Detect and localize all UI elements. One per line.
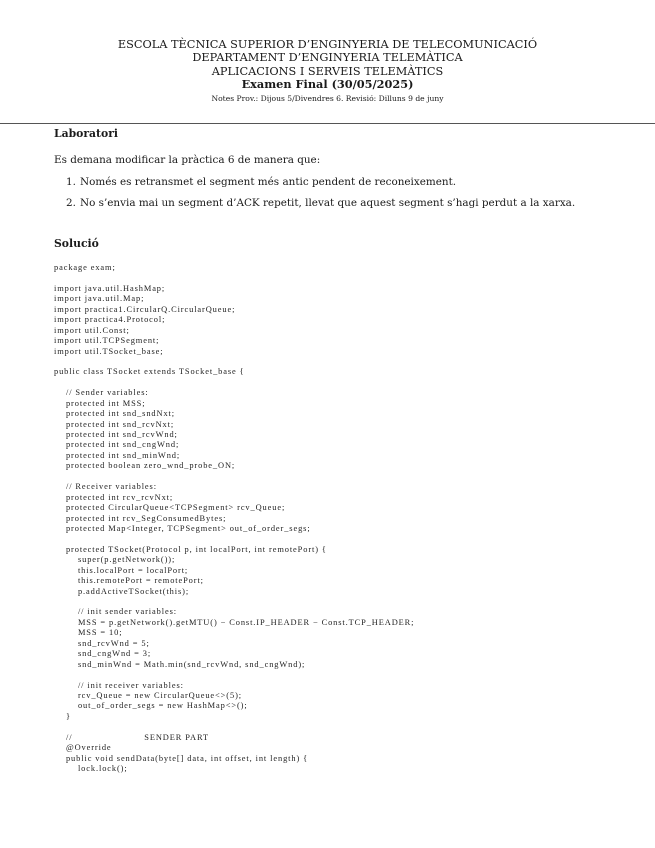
list-item-text: No s’envia mai un segment d’ACK repetit, llevat que aquest segment s’hagi perdut a la xarxa. xyxy=(80,197,576,209)
code-line: // init receiver variables: xyxy=(54,680,184,690)
document-header xyxy=(0,38,655,104)
code-line: protected int snd_minWnd; xyxy=(54,450,181,460)
code-line: rcv_Queue = new CircularQueue<>(5); xyxy=(54,690,242,700)
exam-title: Examen Final (30/05/2025) xyxy=(241,77,414,92)
code-line: public void sendData(byte[] data, int offset, int length) { xyxy=(54,753,309,763)
code-line: protected int MSS; xyxy=(54,398,146,408)
code-line: } xyxy=(54,711,71,721)
list-item-number: 1. xyxy=(66,176,76,188)
code-line xyxy=(54,534,414,544)
code-line xyxy=(54,357,414,367)
code-line: protected int snd_sndNxt; xyxy=(54,409,176,419)
code-line: protected TSocket(Protocol p, int localPort, int remotePort) { xyxy=(54,544,327,554)
code-line: // init sender variables: xyxy=(54,607,177,617)
code-line: super(p.getNetwork()); xyxy=(54,555,176,565)
code-line: import java.util.HashMap; xyxy=(54,283,166,293)
code-line: protected CircularQueue<TCPSegment> rcv_Queue; xyxy=(54,503,286,513)
code-line: protected int snd_rcvWnd; xyxy=(54,430,178,439)
code-line: package exam; xyxy=(54,263,116,272)
list-item xyxy=(66,197,575,218)
header-divider xyxy=(0,123,655,124)
code-line: import util.Const; xyxy=(54,325,130,335)
code-line: MSS = p.getNetwork().getMTU() − Const.IP_HEADER − Const.TCP_HEADER; xyxy=(54,617,415,627)
code-line: public class TSocket extends TSocket_base { xyxy=(54,367,245,377)
code-line: protected boolean zero_wnd_probe_ON; xyxy=(54,461,236,471)
course-name: APLICACIONS I SERVEIS TELEMÀTICS xyxy=(211,64,444,78)
code-line xyxy=(54,273,414,283)
code-line: snd_cngWnd = 3; xyxy=(54,649,152,659)
code-line: lock.lock(); xyxy=(54,764,128,773)
code-line: protected Map<Integer, TCPSegment> out_of_order_segs; xyxy=(54,523,311,533)
code-line xyxy=(54,597,414,607)
code-listing xyxy=(54,263,414,774)
code-line xyxy=(54,472,414,482)
department-name: DEPARTAMENT D’ENGINYERIA TELEMÀTICA xyxy=(192,51,463,65)
code-line xyxy=(54,722,414,732)
code-line: import java.util.Map; xyxy=(54,294,145,304)
code-line: out_of_order_segs = new HashMap<>(); xyxy=(54,701,248,711)
code-line: import practica1.CircularQ.CircularQueue; xyxy=(54,304,236,314)
list-item xyxy=(66,176,575,197)
code-line: protected int rcv_SegConsumedBytes; xyxy=(54,513,227,523)
code-line: MSS = 10; xyxy=(54,628,123,638)
exam-notes: Notes Prov.: Dijous 5/Divendres 6. Revisió: Dilluns 9 de juny xyxy=(211,93,444,103)
code-line: snd_minWnd = Math.min(snd_rcvWnd, snd_cngWnd); xyxy=(54,659,306,669)
code-line: protected int snd_cngWnd; xyxy=(54,440,180,450)
code-line: import util.TCPSegment; xyxy=(54,336,160,346)
code-line: this.localPort = localPort; xyxy=(54,565,189,575)
code-line: import practica4.Protocol; xyxy=(54,315,166,325)
code-line: p.addActiveTSocket(this); xyxy=(54,586,190,596)
code-line xyxy=(54,670,414,680)
lab-section-title: Laboratori xyxy=(54,127,119,140)
requirements-list xyxy=(66,176,575,218)
code-line: this.remotePort = remotePort; xyxy=(54,576,204,586)
code-line: // Sender variables: xyxy=(54,388,149,398)
list-item-number: 2. xyxy=(66,197,76,209)
list-item-text: Només es retransmet el segment més antic pendent de reconeixement. xyxy=(80,176,457,188)
school-name: ESCOLA TÈCNICA SUPERIOR D’ENGINYERIA DE TELECOMUNICACIÓ xyxy=(117,38,538,51)
code-line: // SENDER PART xyxy=(54,732,209,742)
code-line: // Receiver variables: xyxy=(54,482,157,492)
solution-section-title: Solució xyxy=(54,237,99,250)
code-line: protected int snd_rcvNxt; xyxy=(54,419,175,429)
code-line: protected int rcv_rcvNxt; xyxy=(54,492,174,502)
lab-intro: Es demana modificar la pràctica 6 de manera que: xyxy=(54,154,321,166)
code-line: import util.TSocket_base; xyxy=(54,346,164,356)
code-line: @Override xyxy=(54,743,112,753)
code-line: snd_rcvWnd = 5; xyxy=(54,638,150,648)
code-line xyxy=(54,378,414,388)
